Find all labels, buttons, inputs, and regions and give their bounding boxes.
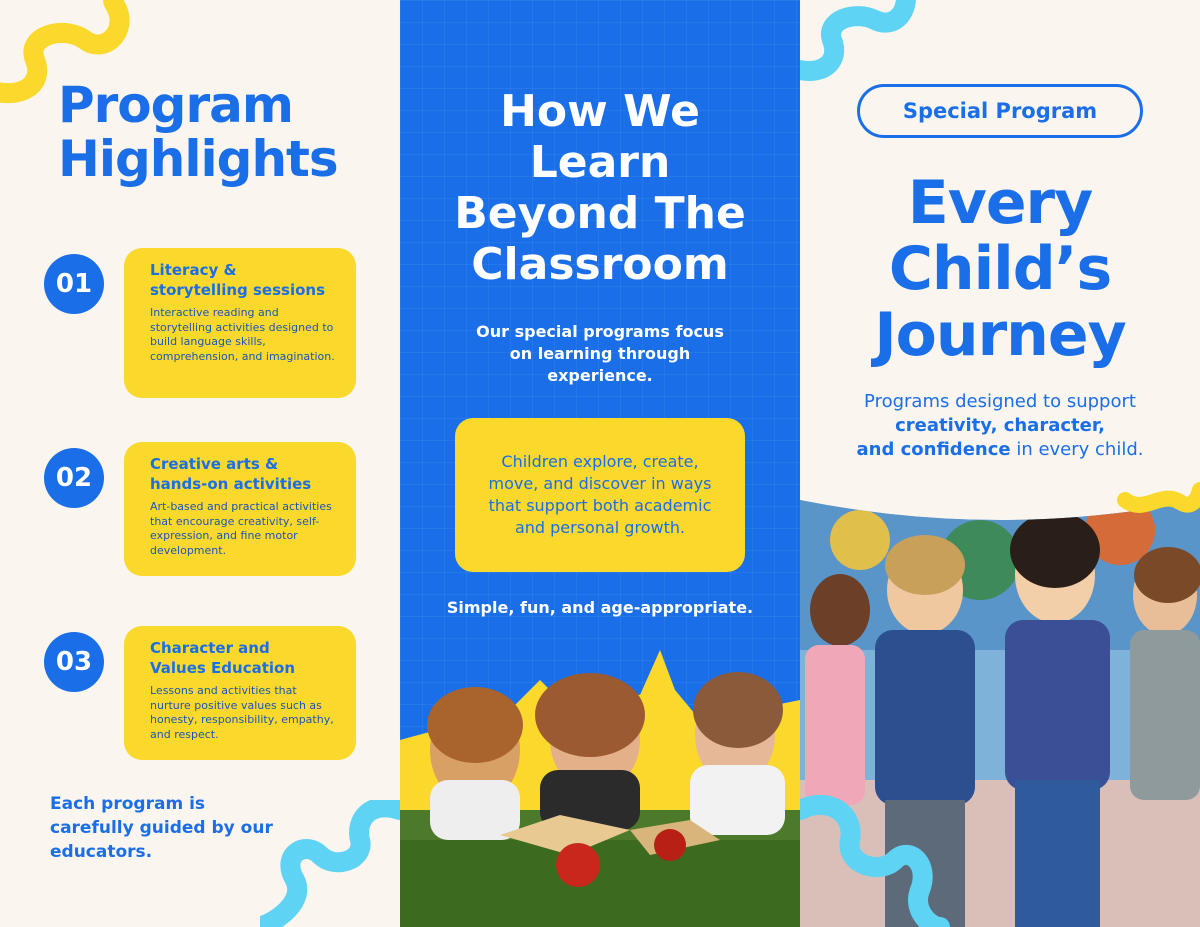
card-title-line: Creative arts &: [150, 455, 279, 473]
callout-box: [455, 418, 745, 572]
number-badge: 01: [44, 254, 104, 314]
subtitle-line: on learning through: [509, 344, 691, 363]
section-title: [420, 86, 780, 290]
hero-title: [820, 170, 1180, 368]
desc-bold: creativity, character,: [895, 415, 1105, 436]
card-title: [150, 260, 338, 300]
card-title-line: Character and: [150, 639, 270, 657]
highlight-card: [124, 248, 356, 398]
middle-panel: [400, 0, 800, 927]
card-text: Art-based and practical activities that encourage creativity, self-expression, and fine motor development.: [150, 500, 332, 557]
title-line: Every: [907, 168, 1093, 238]
desc-line: Programs designed to support: [864, 391, 1136, 412]
footer-line: educators.: [50, 842, 153, 862]
card-title: [150, 638, 338, 678]
callout-text: Children explore, create, move, and discover in ways that support both academic and personal growth.: [488, 452, 712, 537]
title-line: Journey: [874, 300, 1126, 370]
title-line: Child’s: [888, 234, 1112, 304]
page-title: [58, 78, 378, 186]
card-title: [150, 454, 338, 494]
footer-note: [50, 792, 290, 864]
title-line: Learn: [529, 137, 671, 188]
highlight-card: [124, 442, 356, 576]
card-text: Lessons and activities that nurture positive values such as honesty, responsibility, empathy, and respect.: [150, 684, 334, 741]
special-program-badge: Special Program: [857, 84, 1143, 138]
number-badge: 03: [44, 632, 104, 692]
card-title-line: Literacy &: [150, 261, 237, 279]
number-badge: 02: [44, 448, 104, 508]
footer-line: Each program is: [50, 794, 206, 814]
children-reading-photo: [400, 640, 800, 927]
cyan-squiggle-decoration: [800, 0, 920, 90]
title-line: Classroom: [471, 239, 729, 290]
card-title-line: hands-on activities: [150, 475, 312, 493]
footer-line: carefully guided by our: [50, 818, 273, 838]
subtitle-line: experience.: [547, 366, 653, 385]
title-line: Beyond The: [454, 188, 746, 239]
card-title-line: Values Education: [150, 659, 296, 677]
card-text: Interactive reading and storytelling activities designed to build language skills, comprehension, and imagination.: [150, 306, 335, 363]
title-line: Program: [58, 76, 293, 134]
children-group-photo: [800, 480, 1200, 927]
title-line: How We: [500, 86, 700, 137]
title-line: Highlights: [58, 130, 338, 188]
right-panel: [800, 0, 1200, 927]
subtitle-line: Our special programs focus: [476, 322, 724, 341]
section-subtitle: [460, 321, 740, 387]
card-title-line: storytelling sessions: [150, 281, 325, 299]
highlight-card: [124, 626, 356, 760]
desc-line: in every child.: [1010, 439, 1144, 460]
hero-description: [830, 390, 1170, 462]
left-panel: [0, 0, 400, 927]
section-footer: Simple, fun, and age-appropriate.: [446, 598, 754, 617]
desc-bold: and confidence: [856, 439, 1011, 460]
